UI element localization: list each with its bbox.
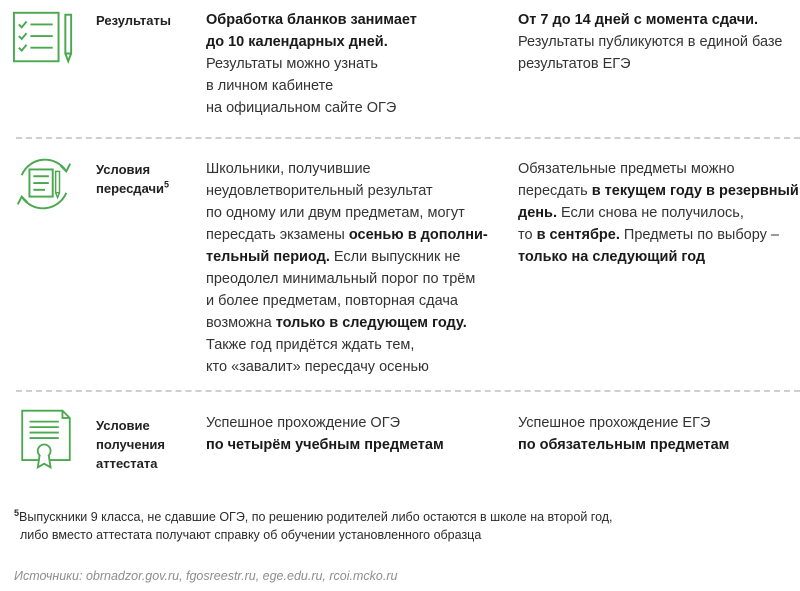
text-line [206, 268, 496, 290]
text-line [206, 246, 496, 268]
text-segment: на официальном сайте ОГЭ [206, 100, 397, 116]
bold-text: в текущем году в резервный [591, 183, 799, 199]
label-line: Результаты [96, 13, 171, 28]
bold-text: осенью в дополни- [348, 227, 488, 243]
text-line [206, 158, 496, 180]
footnote-mark: 5 [14, 507, 20, 518]
divider [16, 137, 800, 139]
text-segment: Успешное прохождение ЕГЭ [518, 415, 711, 431]
text-segment: Если снова не получилось, [556, 205, 744, 221]
oge-cell [206, 158, 496, 378]
text-segment: возможна [206, 315, 276, 331]
row-label [96, 11, 171, 30]
text-line [206, 31, 496, 53]
footnote-mark: 5 [164, 179, 170, 190]
ege-cell [518, 158, 798, 268]
text-line [206, 356, 496, 378]
sources-text: Источники: obrnadzor.gov.ru, fgosreestr.ru, ege.edu.ru, rcoi.mcko.ru [14, 569, 398, 583]
text-segment: Предметы по выбору – [619, 227, 779, 243]
text-line [518, 246, 798, 268]
bold-text: по обязательным предметам [518, 437, 730, 453]
label-text: пересдачи [96, 181, 165, 196]
label-line: Условие [96, 418, 150, 433]
text-segment: результатов ЕГЭ [518, 56, 631, 72]
text-line [518, 202, 798, 224]
oge-cell [206, 9, 496, 119]
bold-text: только на следующий год [518, 249, 706, 265]
text-segment: Результаты публикуются в единой базе [518, 34, 783, 50]
text-line [518, 9, 798, 31]
text-line [518, 180, 798, 202]
text-segment: и более предметам, повторная сдача [206, 293, 458, 309]
footnote-text: Выпускники 9 класса, не сдавшие ОГЭ, по решению родителей либо остаются в школе на второй год, [19, 510, 613, 524]
ege-cell [518, 412, 798, 456]
text-segment: Если выпускник не [329, 249, 461, 265]
text-segment: преодолел минимальный порог по трём [206, 271, 476, 287]
bold-text: по четырём учебным предметам [206, 437, 444, 453]
text-segment: то [518, 227, 537, 243]
bold-text: только в следующем году. [275, 315, 467, 331]
row-label [96, 160, 169, 198]
bold-text: день. [518, 205, 557, 221]
text-segment: неудовлетворительный результат [206, 183, 433, 199]
certificate-icon [14, 407, 78, 471]
footnote [14, 508, 613, 544]
text-segment: Результаты можно узнать [206, 56, 378, 72]
text-line [206, 224, 496, 246]
text-line [518, 224, 798, 246]
label-line: аттестата [96, 456, 158, 471]
retake-cycle-icon [12, 152, 76, 216]
bold-text: тельный период. [206, 249, 330, 265]
label-line [96, 179, 169, 198]
text-line [206, 312, 496, 334]
text-line [518, 53, 798, 75]
checklist-pen-icon [12, 6, 76, 70]
oge-cell [206, 412, 496, 456]
text-segment: Также год придётся ждать тем, [206, 337, 415, 353]
bold-text: в сентябре. [536, 227, 620, 243]
ege-cell [518, 9, 798, 75]
text-line [206, 434, 496, 456]
text-line [518, 31, 798, 53]
text-segment: пересдать [518, 183, 592, 199]
bold-text: От 7 до 14 дней с момента сдачи. [518, 12, 759, 28]
text-line [206, 9, 496, 31]
text-line [206, 75, 496, 97]
text-segment: в личном кабинете [206, 78, 334, 94]
text-segment: Обязательные предметы можно [518, 161, 735, 177]
text-line [206, 53, 496, 75]
footnote-line [14, 508, 613, 526]
text-line [206, 180, 496, 202]
footnote-line: либо вместо аттестата получают справку об обучении установленного образца [20, 528, 482, 542]
text-segment: по одному или двум предметам, могут [206, 205, 465, 221]
text-segment: Успешное прохождение ОГЭ [206, 415, 400, 431]
text-segment: пересдать экзамены [206, 227, 349, 243]
text-line [206, 412, 496, 434]
label-line: получения [96, 437, 165, 452]
divider [16, 390, 800, 392]
text-line [206, 334, 496, 356]
text-line [206, 202, 496, 224]
text-segment: кто «завалит» пересдачу осенью [206, 359, 429, 375]
bold-text: до 10 календарных дней. [206, 34, 388, 50]
bold-text: Обработка бланков занимает [206, 12, 417, 28]
label-line: Условия [96, 162, 151, 177]
row-label [96, 416, 165, 473]
text-segment: Школьники, получившие [206, 161, 371, 177]
text-line [518, 158, 798, 180]
text-line [206, 290, 496, 312]
text-line [518, 434, 798, 456]
text-line [518, 412, 798, 434]
text-line [206, 97, 496, 119]
